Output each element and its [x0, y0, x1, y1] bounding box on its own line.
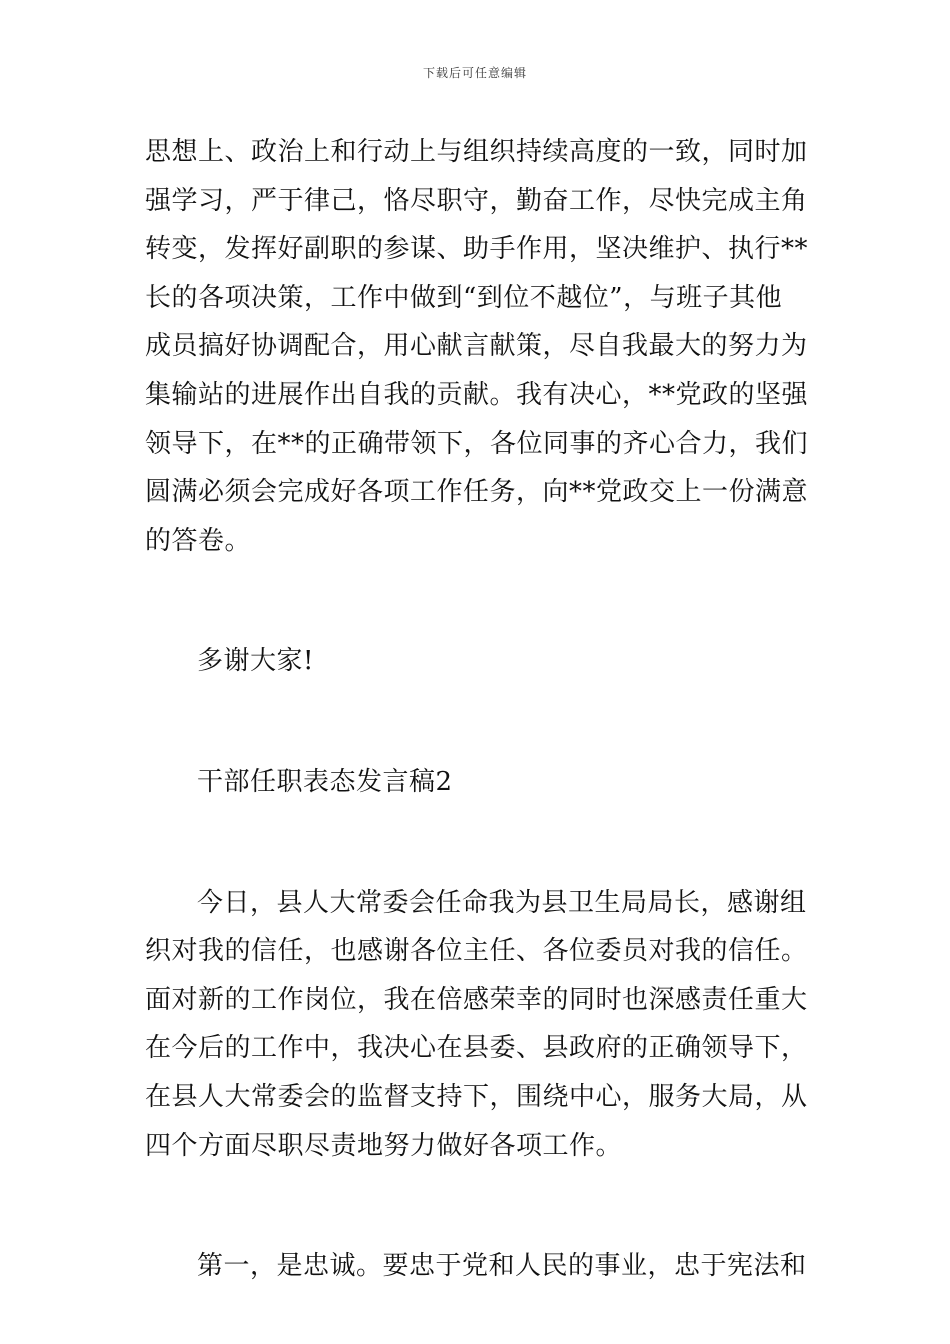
- text-line: 领导下，在**的正确带领下，各位同事的齐心合力，我们: [145, 428, 809, 459]
- text-line: 集输站的进展作出自我的贡献。我有决心，**党政的坚强: [145, 379, 809, 410]
- paragraph-spacer: [145, 686, 805, 758]
- paragraph-spacer: [145, 807, 805, 879]
- text-line: 四个方面尽职尽责地努力做好各项工作。: [145, 1130, 623, 1161]
- heading-line: 干部任职表态发言稿2: [197, 766, 453, 797]
- text-line: 在今后的工作中，我决心在县委、县政府的正确领导下，: [145, 1033, 808, 1064]
- text-line: 第一，是忠诚。要忠于党和人民的事业，忠于宪法和: [197, 1251, 807, 1282]
- text-line: 强学习，严于律己，恪尽职守，勤奋工作，尽快完成主角: [145, 185, 808, 216]
- text-line: 的答卷。: [145, 525, 252, 556]
- text-line: 成员搞好协调配合，用心献言献策，尽自我最大的努力为: [145, 331, 808, 362]
- text-line: 今日，县人大常委会任命我为县卫生局局长，感谢组: [197, 887, 807, 918]
- text-line: 多谢大家!: [197, 646, 314, 677]
- page-header: 下载后可任意编辑: [422, 66, 527, 80]
- text-line: 思想上、政治上和行动上与组织持续高度的一致，同时加: [145, 137, 808, 167]
- text-line: 转变，发挥好副职的参谋、助手作用，坚决维护、执行**: [145, 234, 809, 265]
- paragraph-spacer: [145, 565, 805, 637]
- paragraph-appointment: [145, 879, 808, 1171]
- paragraph-thanks: [145, 637, 805, 686]
- document-body: [145, 128, 809, 1291]
- text-line: 圆满必须会完成好各项工作任务，向**党政交上一份满意: [145, 477, 809, 508]
- paragraph-loyalty: [145, 1242, 805, 1291]
- section-heading: [145, 758, 805, 807]
- text-line: 长的各项决策，工作中做到“到位不越位”，与班子其他: [145, 282, 783, 313]
- text-line: 在县人大常委会的监督支持下，围绕中心，服务大局，从: [145, 1081, 808, 1112]
- paragraph-commitment: [145, 128, 809, 565]
- paragraph-spacer: [145, 1170, 805, 1242]
- text-line: 面对新的工作岗位，我在倍感荣幸的同时也深感责任重大: [145, 984, 808, 1015]
- text-line: 织对我的信任，也感谢各位主任、各位委员对我的信任。: [145, 936, 808, 967]
